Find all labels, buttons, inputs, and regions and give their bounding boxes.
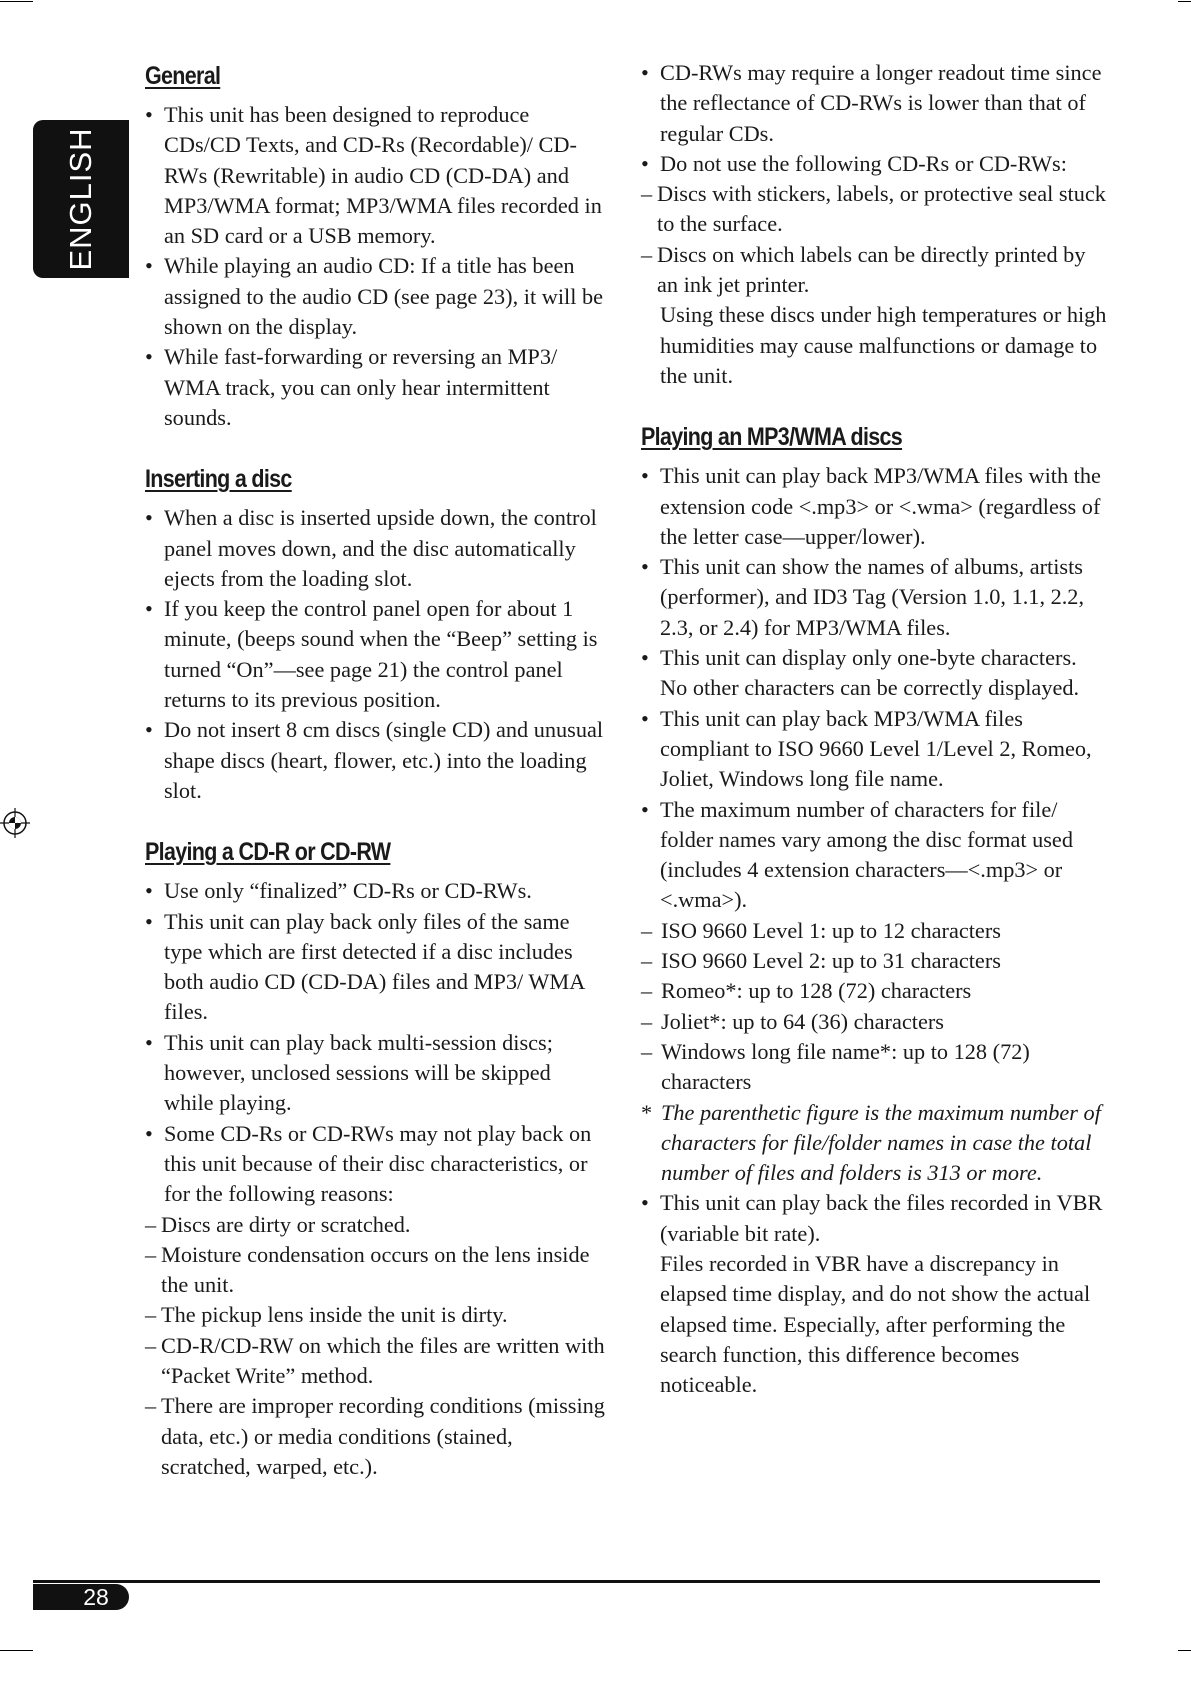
sub-item: – Romeo*: up to 128 (72) characters: [641, 978, 972, 1004]
sub-item-text: Discs with stickers, labels, or protective seal stuck to the surface.: [657, 181, 1106, 237]
sub-item-text: ISO 9660 Level 2: up to 31 characters: [661, 948, 1001, 974]
sub-item: – Discs with stickers, labels, or protective seal stuck to the surface.: [641, 181, 1106, 237]
list-item: • CD-RWs may require a longer readout time since the reflectance of CD-RWs is lower than that of regular CDs.: [641, 58, 1107, 149]
footnote: [641, 1098, 1107, 1189]
sub-item-text: ISO 9660 Level 1: up to 12 characters: [661, 917, 1001, 943]
registration-mark-icon: [0, 808, 30, 838]
sub-item-text: The pickup lens inside the unit is dirty.: [161, 1302, 508, 1328]
list-item: • If you keep the control panel open for about 1 minute, (beeps sound when the “Beep” setting is turned “On”—see page 21) the control panel returns to its previous position.: [145, 594, 605, 715]
sub-item: – ISO 9660 Level 1: up to 12 characters: [641, 917, 1001, 943]
list-item: • While fast-forwarding or reversing an MP3/ WMA track, you can only hear intermittent sounds.: [145, 342, 605, 433]
list-item: • This unit has been designed to reproduce CDs/CD Texts, and CD-Rs (Recordable)/ CD-RWs (Rewritable) in audio CD (CD-DA) and MP3/WMA format; MP3/WMA files recorded in an SD card or a USB memory.: [145, 100, 605, 251]
section-heading: Playing an MP3/WMA discs: [641, 423, 903, 452]
sub-item: – Discs are dirty or scratched.: [145, 1211, 411, 1237]
sub-item-text: There are improper recording conditions (missing data, etc.) or media conditions (stained, scratched, warped, etc.).: [161, 1393, 605, 1479]
section-inserting-a-disc: [145, 461, 605, 806]
list-item: • This unit can play back MP3/WMA files compliant to ISO 9660 Level 1/Level 2, Romeo, Joliet, Windows long file name.: [641, 704, 1107, 795]
list-item: • This unit can play back only files of the same type which are first detected if a disc includes both audio CD (CD-DA) files and MP3/ WMA files.: [145, 907, 605, 1028]
crop-mark: [1178, 1, 1191, 2]
page-number: 28: [83, 1584, 109, 1610]
list-item: [145, 1119, 605, 1210]
list-item: • This unit can play back MP3/WMA files with the extension code <.mp3> or <.wma> (regardless of the letter case—upper/lower).: [641, 461, 1107, 552]
section-heading: Playing a CD-R or CD-RW: [145, 838, 391, 867]
list-item: • While playing an audio CD: If a title has been assigned to the audio CD (see page 23), it will be shown on the display.: [145, 251, 605, 342]
list-item: • This unit can display only one-byte characters. No other characters can be correctly displayed.: [641, 643, 1107, 704]
list-item: • This unit can play back multi-session discs; however, unclosed sessions will be skipped while playing.: [145, 1028, 605, 1119]
section-playing-cd-r-or-cd-rw: [145, 834, 605, 1482]
sub-item: – Windows long file name*: up to 128 (72) characters: [641, 1038, 1030, 1095]
bullet-list: [145, 100, 605, 433]
list-item: • The maximum number of characters for file/ folder names vary among the disc format used (includes 4 extension characters—<.mp3> or <.wma>).: [641, 795, 1107, 916]
sub-item-text: CD-R/CD-RW on which the files are written with “Packet Write” method.: [161, 1332, 605, 1388]
sub-item-text: Moisture condensation occurs on the lens inside the unit.: [161, 1241, 590, 1298]
sub-item: – Moisture condensation occurs on the lens inside the unit.: [145, 1241, 590, 1298]
list-item: • Do not use the following CD-Rs or CD-RWs:: [641, 149, 1107, 179]
continuation-text: Files recorded in VBR have a discrepancy in elapsed time display, and do not show the actual elapsed time. Especially, after performing the search function, this difference becomes noticeable.: [660, 1250, 1091, 1398]
sub-item: – There are improper recording conditions (missing data, etc.) or media conditions (stained, scratched, warped, etc.).: [145, 1393, 605, 1479]
page-number-tab: [33, 1584, 129, 1610]
sub-item-text: Discs on which labels can be directly printed by an ink jet printer.: [657, 241, 1086, 298]
footnote-marker: *: [641, 1099, 653, 1125]
sub-item: – Discs on which labels can be directly printed by an ink jet printer.: [641, 241, 1086, 298]
section-playing-mp3-wma: [641, 419, 1107, 1400]
bullet-list: [641, 1188, 1107, 1249]
crop-mark: [1178, 1650, 1191, 1651]
section-heading: General: [145, 62, 221, 90]
bullet-list: [641, 58, 1107, 179]
list-item: • Use only “finalized” CD-Rs or CD-RWs.: [145, 876, 605, 906]
footer-rule: [33, 1580, 1100, 1583]
sub-item-text: Joliet*: up to 64 (36) characters: [661, 1008, 944, 1034]
sub-item: – The pickup lens inside the unit is dirty.: [145, 1302, 508, 1328]
language-tab-label: ENGLISH: [63, 127, 98, 271]
continuation-text: Using these discs under high temperatures or high humidities may cause malfunctions or damage to the unit.: [660, 302, 1107, 388]
footnote-text: The parenthetic figure is the maximum number of characters for file/folder names in case the total number of files and folders is 313 or more.: [661, 1099, 1101, 1186]
list-item-text: Some CD-Rs or CD-RWs may not play back on this unit because of their disc characteristics, or for the following reasons:: [164, 1120, 592, 1207]
section-cd-rw-notes: [641, 58, 1107, 391]
list-item: • Do not insert 8 cm discs (single CD) and unusual shape discs (heart, flower, etc.) into the loading slot.: [145, 715, 605, 806]
sub-item: – CD-R/CD-RW on which the files are written with “Packet Write” method.: [145, 1332, 605, 1388]
sub-item-text: Discs are dirty or scratched.: [161, 1211, 411, 1237]
section-heading: Inserting a disc: [145, 465, 292, 494]
language-tab: [33, 120, 129, 278]
sub-item: – Joliet*: up to 64 (36) characters: [641, 1008, 944, 1034]
list-item: • When a disc is inserted upside down, the control panel moves down, and the disc automatically ejects from the loading slot.: [145, 503, 605, 594]
crop-mark: [0, 1, 33, 2]
bullet-list: [641, 461, 1107, 915]
section-general: [145, 58, 605, 433]
sub-item-text: Windows long file name*: up to 128 (72) characters: [661, 1038, 1030, 1095]
sub-item: – ISO 9660 Level 2: up to 31 characters: [641, 948, 1001, 974]
list-item: • This unit can play back the files recorded in VBR (variable bit rate).: [641, 1188, 1107, 1249]
list-item: • This unit can show the names of albums, artists (performer), and ID3 Tag (Version 1.0, 1.1, 2.2, 2.3, or 2.4) for MP3/WMA files.: [641, 552, 1107, 643]
bullet-list: [145, 876, 605, 1209]
bullet-list: [145, 503, 605, 806]
right-column: [641, 58, 1107, 1428]
sub-item-text: Romeo*: up to 128 (72) characters: [661, 978, 972, 1004]
crop-mark: [0, 1650, 33, 1651]
left-column: [145, 58, 605, 1510]
